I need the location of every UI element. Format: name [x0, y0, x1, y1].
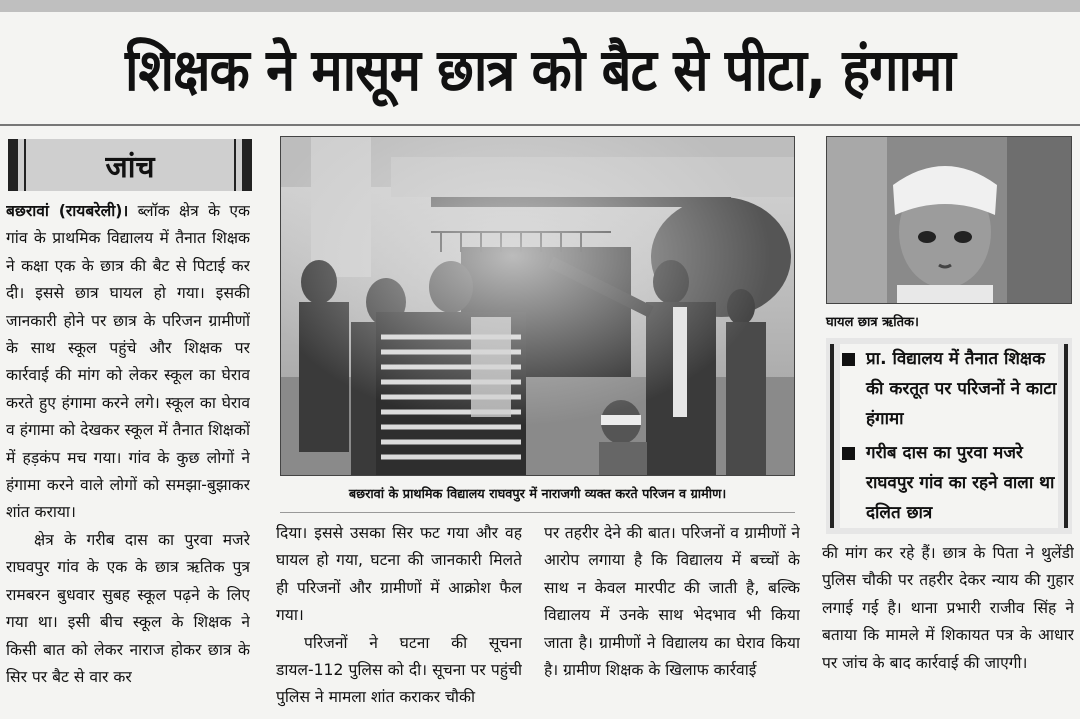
child-portrait-illustration: [827, 137, 1072, 304]
bullet-square-icon: [842, 447, 855, 460]
portrait-photo: [826, 136, 1072, 304]
section-tag-label: जांच: [105, 149, 155, 185]
highlight-item-2: गरीब दास का पुरवा मजरे राघवपुर गांव का रहने वाला था दलित छात्र: [840, 438, 1058, 528]
article-column-1: [6, 198, 250, 714]
highlight-item-1: प्रा. विद्यालय में तैनात शिक्षक की करतूत पर परिजनों ने काटा हंगामा: [840, 344, 1058, 434]
news-photo: [280, 136, 795, 476]
headline-rule: [0, 124, 1080, 126]
highlights-box: [826, 338, 1072, 534]
highlight-bar-right: [1064, 344, 1068, 528]
highlight-bar-left: [830, 344, 834, 528]
section-tag: [8, 139, 252, 191]
caption-rule: [280, 512, 795, 513]
article-column-4: [822, 540, 1074, 715]
article-column-3: [544, 520, 800, 715]
bullet-square-icon: [842, 353, 855, 366]
paragraph-6: की मांग कर रहे हैं। छात्र के पिता ने थुलेंडी पुलिस चौकी पर तहरीर देकर न्याय की गुहार लगाई गई है। थाना प्रभारी राजीव सिंह ने बताया कि मामले में शिकायत पत्र के आधार पर जांच के बाद कार्रवाई की जाएगी।: [822, 544, 1074, 672]
article-column-2: [276, 520, 522, 715]
paragraph-2: क्षेत्र के गरीब दास का पुरवा मजरे राघवपुर गांव के एक के छात्र ऋतिक पुत्र रामबरन बुधवार सुबह स्कूल पढ़ने के लिए गया था। इसी बीच स्कूल के शिक्षक ने किसी बात को लेकर नाराज होकर छात्र के सिर पर बैट से वार कर: [6, 530, 250, 686]
dateline: बछरावां (रायबरेली)।: [6, 202, 129, 220]
crowd-photo-illustration: [281, 137, 795, 476]
paragraph-3: दिया। इससे उसका सिर फट गया और वह घायल हो गया, घटना की जानकारी मिलते ही परिजनों और ग्रामीणों में आक्रोश फैल गया।: [276, 524, 522, 625]
top-band: [0, 0, 1080, 12]
headline: शिक्षक ने मासूम छात्र को बैट से पीटा, हंगामा: [125, 36, 955, 104]
paragraph-1: ब्लॉक क्षेत्र के एक गांव के प्राथमिक विद्यालय में तैनात शिक्षक ने कक्षा एक के छात्र की बैट से पिटाई कर दी। इससे छात्र घायल हो गया। इसकी जानकारी होने पर छात्र के परिजन ग्रामीणों के साथ स्कूल पहुंचे और शिक्षक पर कार्रवाई की मांग को लेकर स्कूल का घेराव करते हुए हंगामा करने लगे। स्कूल का घेराव व हंगामा को देखकर स्कूल में तैनात शिक्षकों में हड़कंप मच गया। गांव के कुछ लोगों ने हंगामा करने वाले लोगों को समझा-बुझाकर शांत कराया।: [6, 202, 250, 522]
photo-caption: बछरावां के प्राथमिक विद्यालय राघवपुर में नाराजगी व्यक्त करते परिजन व ग्रामीण।: [348, 487, 727, 502]
paragraph-4: परिजनों ने घटना की सूचना डायल-112 पुलिस को दी। सूचना पर पहुंची पुलिस ने मामला शांत कराकर चौकी: [276, 633, 522, 707]
portrait-caption: घायल छात्र ऋतिक।: [826, 315, 919, 330]
paragraph-5: पर तहरीर देने की बात। परिजनों व ग्रामीणों ने आरोप लगाया है कि विद्यालय में बच्चों के साथ न केवल मारपीट की जाती है, बल्कि विद्यालय में उनके साथ भेदभाव भी किया जाता है। ग्रामीणों ने विद्यालय का घेराव किया है। ग्रामीण शिक्षक के खिलाफ कार्रवाई: [544, 524, 800, 680]
